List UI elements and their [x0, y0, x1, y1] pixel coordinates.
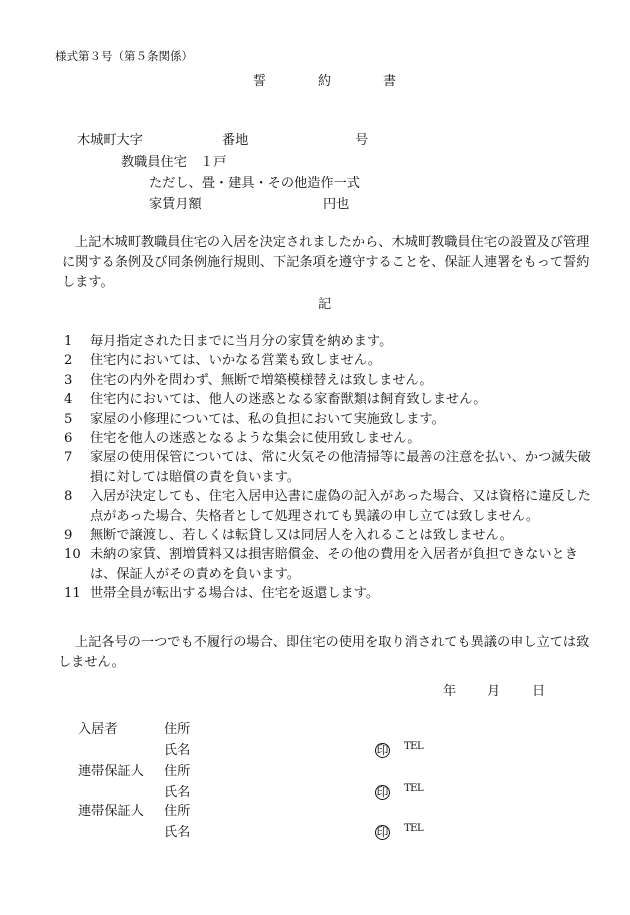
rent-yen: 円也: [323, 197, 350, 212]
address-label: 住所: [164, 764, 191, 779]
title-char-3: 書: [383, 74, 397, 89]
address-area: 木城町大字: [77, 133, 143, 148]
address-banchi: 番地: [222, 133, 249, 148]
list-item: [60, 429, 600, 448]
address-label: 住所: [164, 804, 191, 819]
housing-count: 教職員住宅 １戸: [121, 155, 227, 170]
signer-role: 連帯保証人: [78, 804, 144, 819]
item-text: 入居が決定しても、住宅入居申込書に虚偽の記入があった場合、又は資格に違反した点があった場合、失格者として処理されても異議の申し立ては致しません。: [90, 489, 591, 524]
item-text: 住宅内においては、他人の迷惑となる家畜獣類は飼育致しません。: [90, 392, 487, 408]
item-number: 1: [64, 334, 73, 349]
item-text: 未納の家賃、割増賃料又は損害賠償金、その他の費用を入居者が負担できないときは、保証人がその責めを負います。: [90, 547, 578, 582]
rent-label: 家賃月額: [149, 197, 202, 212]
list-item: [60, 526, 600, 545]
item-number: 2: [64, 353, 73, 369]
item-number: 3: [64, 372, 73, 388]
tel-label: TEL: [404, 783, 424, 794]
date-year: 年: [443, 684, 457, 699]
name-label: 氏名: [164, 825, 191, 840]
seal-mark: 印: [376, 743, 389, 757]
list-item: [60, 448, 600, 487]
item-number: 6: [64, 431, 73, 447]
item-text: 毎月指定された日までに当月分の家賃を納めます。: [90, 334, 393, 349]
item-number: 4: [64, 392, 73, 408]
item-number: 11: [64, 586, 81, 602]
name-label: 氏名: [164, 743, 191, 758]
name-label: 氏名: [164, 785, 191, 800]
tel-label: TEL: [404, 823, 424, 834]
date-month: 月: [487, 684, 501, 699]
housing-note: ただし、畳・建具・その他造作一式: [149, 176, 360, 191]
list-item: [60, 487, 600, 526]
item-text: 家屋の小修理については、私の負担において実施致します。: [90, 411, 445, 427]
date-day: 日: [532, 684, 546, 699]
closing-paragraph: 上記各号の一つでも不履行の場合、即住宅の使用を取り消されても異議の申し立ては致しません。: [58, 635, 590, 670]
list-item: [60, 390, 600, 409]
item-text: 住宅の内外を問わず、無断で増築模様替えは致しません。: [90, 372, 433, 388]
item-text: 住宅を他人の迷惑となるような集会に使用致しません。: [90, 431, 421, 447]
signer-role: 連帯保証人: [78, 764, 144, 779]
item-number: 5: [64, 411, 73, 427]
item-text: 無断で譲渡し、若しくは転貸し又は同居人を入れることは致しません。: [90, 528, 513, 544]
list-item: [60, 351, 600, 370]
seal-mark: 印: [376, 785, 389, 799]
item-text: 世帯全員が転出する場合は、住宅を返還します。: [90, 586, 380, 602]
title-char-1: 誓: [253, 74, 267, 89]
address-label: 住所: [164, 722, 191, 737]
seal-mark: 印: [376, 825, 389, 839]
signer-role: 入居者: [78, 722, 118, 737]
article-list: [60, 332, 600, 604]
item-number: 8: [64, 489, 73, 505]
item-text: 家屋の使用保管については、常に火気その他清掃等に最善の注意を払い、かつ滅失破損に対しては賠償の責を負います。: [90, 450, 591, 485]
list-item: [60, 371, 600, 390]
title-char-2: 約: [318, 74, 332, 89]
item-number: 7: [64, 450, 73, 466]
form-number: 様式第３号（第５条関係）: [55, 49, 193, 63]
tel-label: TEL: [404, 741, 424, 752]
item-number: 9: [64, 528, 73, 544]
address-go: 号: [355, 133, 369, 148]
item-text: 住宅内においては、いかなる営業も致しません。: [90, 353, 381, 369]
list-item: [60, 332, 600, 351]
intro-paragraph: 上記木城町教職員住宅の入居を決定されましたから、木城町教職員住宅の設置及び管理に関する条例及び同条例施行規則、下記条項を遵守することを、保証人連署をもって誓約します。: [62, 235, 590, 290]
list-item: [60, 545, 600, 584]
list-item: [60, 410, 600, 429]
item-number: 10: [64, 547, 81, 563]
list-item: [60, 584, 600, 603]
ki-heading: 記: [318, 297, 332, 312]
